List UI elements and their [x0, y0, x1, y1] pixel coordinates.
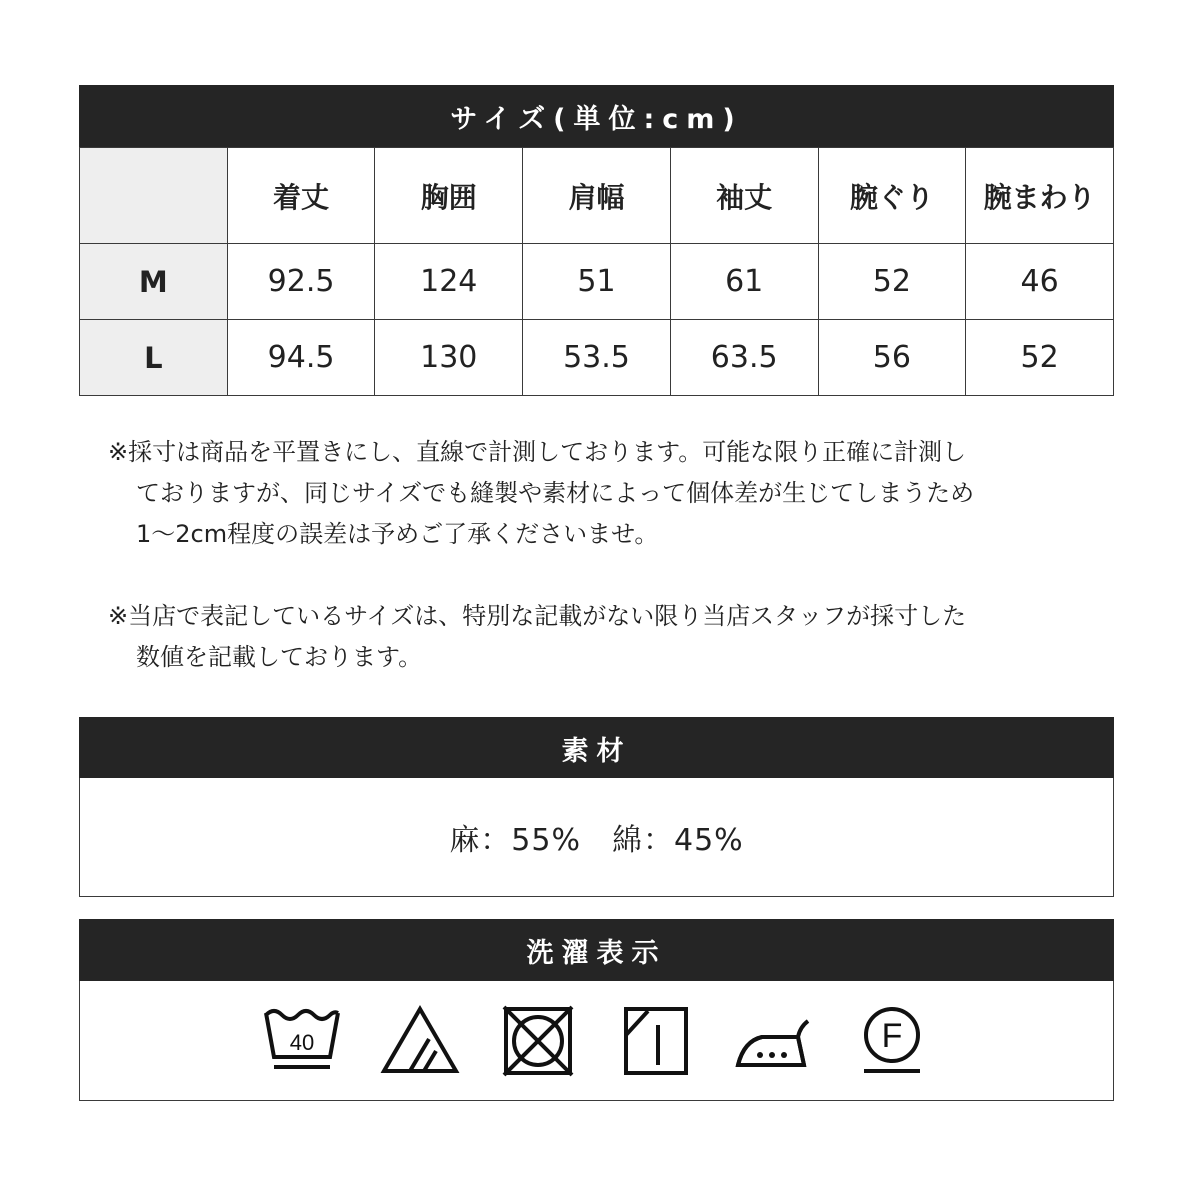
dry-clean-f-icon [852, 1005, 932, 1077]
care-section-header [79, 919, 1114, 981]
size-table-header-row [80, 148, 1114, 244]
material-section-header [79, 717, 1114, 779]
table-row [80, 244, 1114, 320]
note-line: 1〜2cm程度の誤差は予めご了承くださいませ。 [136, 520, 659, 548]
size-table [79, 147, 1114, 396]
care-section-title: 洗濯表示 [526, 937, 667, 969]
column-header-armhole: 腕ぐり [818, 148, 966, 244]
table-row [80, 320, 1114, 396]
note-line: ※当店で表記しているサイズは、特別な記載がない限り当店スタッフが採寸した [108, 602, 967, 630]
table-cell: 130 [375, 320, 523, 396]
column-header-chest: 胸囲 [375, 148, 523, 244]
note-line: ておりますが、同じサイズでも縫製や素材によって個体差が生じてしまうため [136, 479, 975, 507]
table-cell: 124 [375, 244, 523, 320]
table-cell: 94.5 [227, 320, 375, 396]
no-tumble-dry-icon [498, 1005, 578, 1077]
column-header-shoulder: 肩幅 [523, 148, 671, 244]
note-line: ※採寸は商品を平置きにし、直線で計測しております。可能な限り正確に計測し [108, 438, 967, 466]
bleach-non-chlorine-icon [380, 1005, 460, 1077]
material-composition: 麻：55% 綿：45% [449, 823, 744, 858]
column-header-sleeve: 袖丈 [670, 148, 818, 244]
wash-40-gentle-icon [262, 1005, 342, 1077]
material-section-title: 素材 [561, 735, 632, 767]
table-cell: 51 [523, 244, 671, 320]
size-section-header [79, 85, 1114, 147]
iron-high-icon [734, 1005, 814, 1077]
note-line: 数値を記載しております。 [136, 643, 423, 671]
table-cell: 63.5 [670, 320, 818, 396]
size-source-note [108, 596, 1098, 678]
column-header-arm-circumference: 腕まわり [966, 148, 1114, 244]
table-cell: 61 [670, 244, 818, 320]
size-label: L [80, 320, 228, 396]
size-label: M [80, 244, 228, 320]
table-cell: 92.5 [227, 244, 375, 320]
table-cell: 52 [966, 320, 1114, 396]
line-dry-icon [616, 1005, 696, 1077]
table-cell: 56 [818, 320, 966, 396]
table-cell: 46 [966, 244, 1114, 320]
column-header-length: 着丈 [227, 148, 375, 244]
table-cell: 53.5 [523, 320, 671, 396]
measurement-note [108, 432, 1098, 555]
care-symbols [79, 981, 1114, 1101]
dry-clean-letter: F [881, 1016, 902, 1055]
table-cell: 52 [818, 244, 966, 320]
size-section-title: サイズ(単位:cm) [450, 103, 743, 135]
wash-temperature: 40 [289, 1029, 314, 1055]
material-box [79, 778, 1114, 897]
size-table-corner [80, 148, 228, 244]
